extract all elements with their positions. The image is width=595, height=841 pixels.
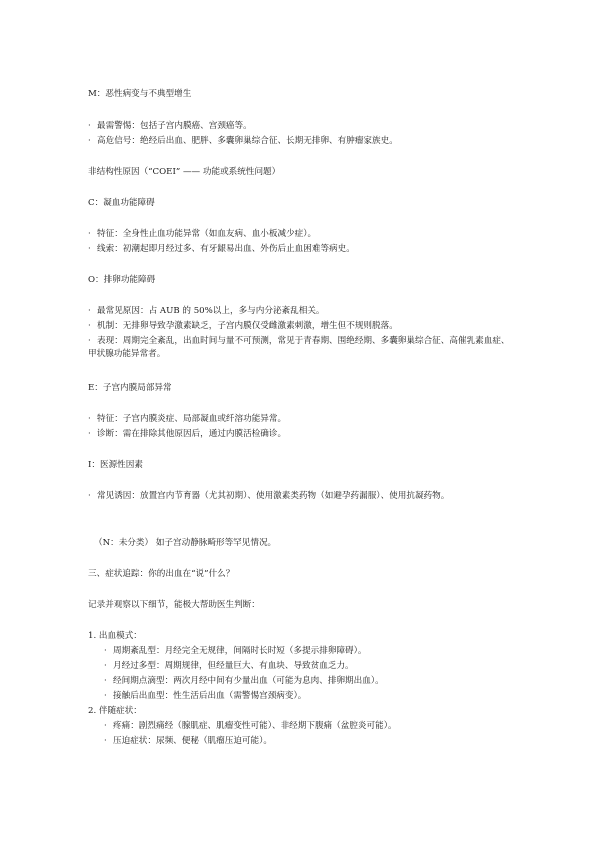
bullet-dot: · — [104, 676, 107, 686]
section-heading-o: O：排卵功能障碍 — [88, 275, 156, 285]
bullet-item: · 诊断：需在排除其他原因后，通过内膜活检确诊。 — [88, 429, 287, 439]
bullet-item: · 表现：周期完全紊乱，出血时间与量不可预测，常见于青春期、围绝经期、多囊卵巢综合征、高催乳素血症、甲状腺功能异常者。 — [88, 336, 510, 359]
bullet-dot: · — [88, 121, 91, 131]
bullet-item: · 特征：全身性止血功能异常（如血友病、血小板减少症）。 — [88, 229, 317, 239]
bullet-dot: · — [88, 336, 91, 346]
bullet-dot: · — [88, 306, 91, 316]
subsection-title-coei: 非结构性原因（“COEI” —— 功能或系统性问题） — [88, 167, 281, 177]
bullet-dot: · — [104, 646, 107, 656]
sub-bullet-item: · 疼痛：剧烈痛经（腺肌症、肌瘤变性可能）、非经期下腹痛（盆腔炎可能）。 — [104, 721, 397, 731]
list-item-bleeding-pattern: 1. 出血模式： — [88, 631, 142, 641]
bullet-item: · 机制：无排卵导致孕激素缺乏，子宫内膜仅受雌激素刺激，增生但不规则脱落。 — [88, 321, 398, 331]
sub-bullet-item: · 月经过多型：周期规律，但经量巨大、有血块、导致贫血乏力。 — [104, 661, 354, 671]
section-heading-i: I：医源性因素 — [88, 460, 143, 470]
bullet-dot: · — [88, 229, 91, 239]
sub-bullet-item: · 压迫症状：尿频、便秘（肌瘤压迫可能）。 — [104, 736, 272, 746]
bullet-dot: · — [104, 661, 107, 671]
bullet-dot: · — [88, 414, 91, 424]
bullet-item: · 常见诱因：放置宫内节育器（尤其初期）、使用激素类药物（如避孕药漏服）、使用抗凝药物。 — [88, 491, 450, 501]
bullet-item: · 最常见原因：占 AUB 的 50%以上，多与内分泌紊乱相关。 — [88, 306, 325, 316]
bullet-item: · 线索：初潮起即月经过多、有牙龈易出血、外伤后止血困难等病史。 — [88, 244, 355, 254]
section-heading-m: M：恶性病变与不典型增生 — [88, 89, 192, 99]
symptom-intro: 记录并观察以下细节，能极大帮助医生判断： — [88, 600, 260, 610]
bullet-item: · 最需警惕：包括子宫内膜癌、宫颈癌等。 — [88, 121, 252, 131]
section-heading-e: E：子宫内膜局部异常 — [88, 383, 172, 393]
section-title-symptoms: 三、症状追踪：你的出血在“说”什么？ — [88, 569, 235, 579]
bullet-dot: · — [88, 321, 91, 331]
bullet-dot: · — [104, 721, 107, 731]
bullet-item: · 特征：子宫内膜炎症、局部凝血或纤溶功能异常。 — [88, 414, 287, 424]
bullet-item: · 高危信号：绝经后出血、肥胖、多囊卵巢综合征、长期无排卵、有肿瘤家族史。 — [88, 136, 398, 146]
bullet-dot: · — [104, 736, 107, 746]
section-heading-c: C：凝血功能障碍 — [88, 198, 155, 208]
bullet-dot: · — [88, 429, 91, 439]
bullet-dot: · — [88, 136, 91, 146]
sub-bullet-item: · 接触后出血型：性生活后出血（需警惕宫颈病变）。 — [104, 691, 307, 701]
bullet-dot: · — [104, 691, 107, 701]
bullet-dot: · — [88, 244, 91, 254]
bullet-dot: · — [88, 491, 91, 501]
list-item-symptoms: 2. 伴随症状： — [88, 706, 142, 716]
sub-bullet-item: · 经间期点滴型：两次月经中间有少量出血（可能为息肉、排卵期出血）。 — [104, 676, 384, 686]
unclassified-note: （N：未分类） 如子宫动静脉畸形等罕见情况。 — [94, 538, 277, 548]
sub-bullet-item: · 周期紊乱型：月经完全无规律，间隔时长时短（多提示排卵障碍）。 — [104, 646, 367, 656]
